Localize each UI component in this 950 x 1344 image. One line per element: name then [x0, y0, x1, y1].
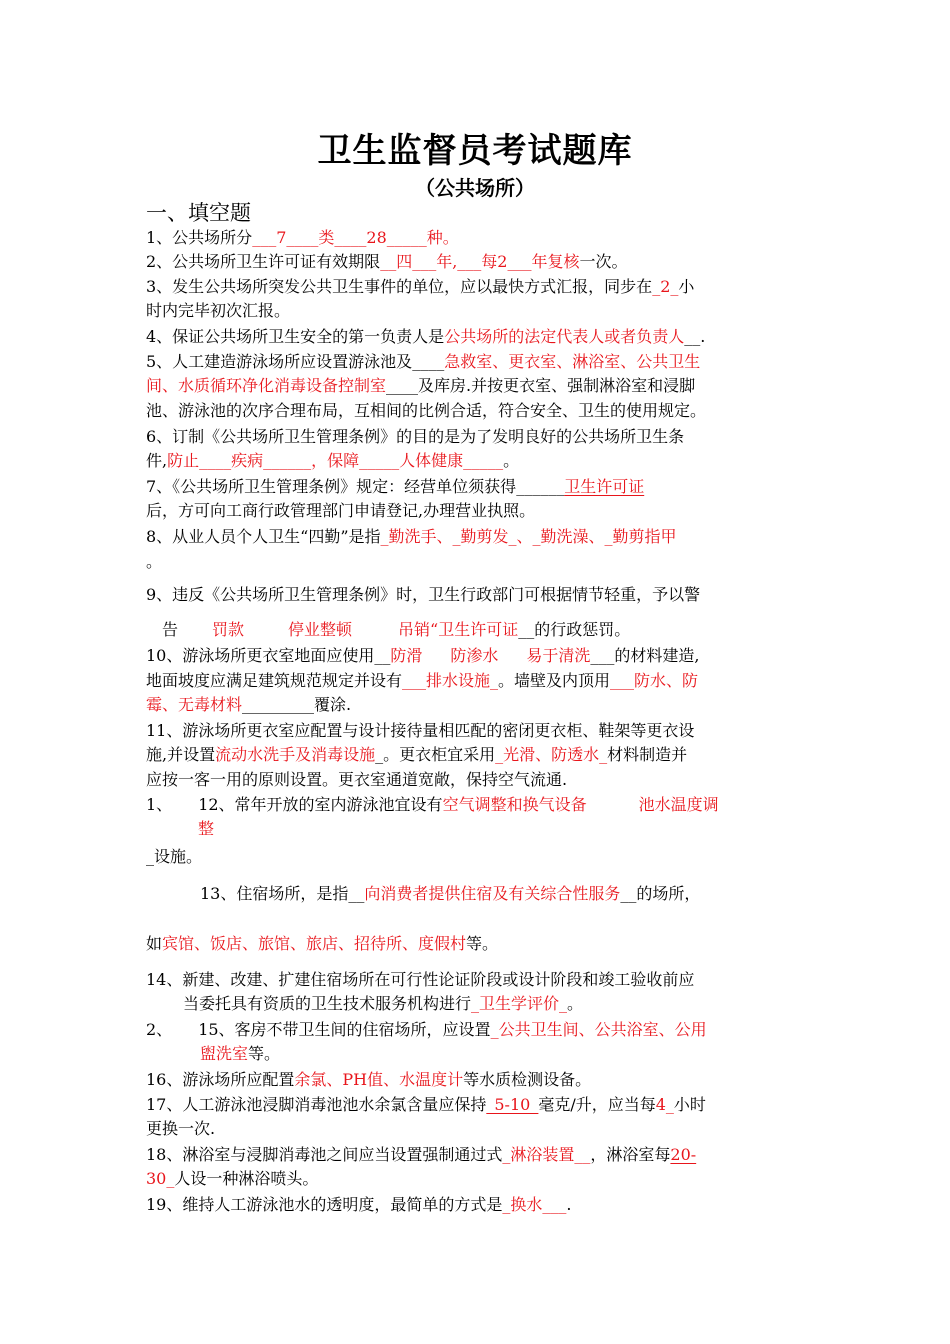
q13-text-d: 等。: [466, 934, 499, 953]
question-5-line-3: [146, 399, 706, 423]
q10-text-b: ___的材料建造,: [590, 646, 700, 665]
q14-text-c: 。: [567, 994, 584, 1013]
q11-answer-2: _光滑、防透水_: [495, 745, 608, 764]
q2-answer-2: ___每2___年复核: [457, 252, 580, 271]
question-16: [146, 1068, 591, 1092]
q17-text-c: 小时: [673, 1095, 706, 1114]
q9-text-c: __的行政惩罚。: [518, 620, 631, 639]
question-8-end: [146, 550, 162, 574]
q1-text-c: 种。: [426, 228, 459, 247]
q3-text-c: 时内完毕初次汇报。: [146, 301, 291, 320]
q9-answer-2: 停业整顿: [288, 620, 353, 639]
q19-text-b: .: [566, 1195, 572, 1214]
q11-text-e: 应按一客一用的原则设置。更衣室通道宽敞，保持空气流通.: [146, 770, 568, 789]
question-7-line-1: [146, 475, 644, 499]
question-5-line-2: [146, 374, 695, 398]
q10-answer-4: ___排水设施_: [402, 671, 499, 690]
q15-text-a: 15、客房不带卫生间的住宿场所，应设置: [198, 1020, 491, 1039]
q13-blank-1: __: [348, 884, 365, 903]
q16-text-a: 16、游泳场所应配置: [146, 1070, 295, 1089]
q4-text-b: __.: [684, 327, 706, 346]
q9-answer-3: 吊销“卫生许可证: [398, 620, 519, 639]
q3-answer: _2_: [652, 277, 679, 296]
question-18-line-1: [146, 1143, 696, 1167]
q2-text-b: 一次。: [579, 252, 628, 271]
question-1: [146, 226, 459, 250]
q11-text-c: _。更衣柜宜采用: [375, 745, 496, 764]
q19-text-a: 19、维持人工游泳池水的透明度，最简单的方式是: [146, 1195, 503, 1214]
q15-answer-1: _公共卫生间、公共浴室、公用: [490, 1020, 707, 1039]
page-title: 卫生监督员考试题库: [317, 131, 633, 171]
q2-answer-1: __四___年,: [380, 252, 458, 271]
q5-answer-2: 间、水质循环净化消毒设备控制室: [146, 376, 387, 395]
question-9-line-1: [146, 583, 700, 607]
q12-list-marker: 1、: [146, 795, 173, 814]
q1-answer-2: ____28_____: [334, 228, 427, 247]
q1-answer-1: ___7____: [252, 228, 319, 247]
question-11-line-3: [146, 768, 567, 792]
question-2: [146, 250, 627, 274]
q8-text-b: 。: [146, 552, 163, 571]
q6-text-e: 。: [503, 451, 520, 470]
q14-text-b: 当委托具有资质的卫生技术服务机构进行: [183, 994, 472, 1013]
q10-blank: __: [374, 646, 391, 665]
q9-text-b: 告: [162, 620, 179, 639]
q16-answer: 余氯、PH值、水温度计: [294, 1070, 464, 1089]
question-11-line-2: [146, 743, 687, 767]
q3-text-a: 3、发生公共场所突发公共卫生事件的单位，应以最快方式汇报，同步在: [146, 277, 653, 296]
q13-text-b: __的场所，: [620, 884, 701, 903]
q1-text-b: 类: [318, 228, 335, 247]
question-13-line-2: [146, 932, 498, 956]
q6-text-c: 防止: [167, 451, 200, 470]
q18-answer-3: 30_: [146, 1169, 175, 1188]
q18-answer-2: 20-: [670, 1145, 697, 1164]
q5-blank: ____: [412, 352, 445, 371]
q11-answer-1: 流动水洗手及消毒设施: [215, 745, 376, 764]
question-18-line-2: [146, 1167, 318, 1191]
q12-answer-1: 空气调整和换气设备: [442, 795, 587, 814]
question-5-line-1: [146, 350, 700, 374]
q19-answer: _换水___: [502, 1195, 567, 1214]
q12-answer-2: 池水温度调: [638, 795, 719, 814]
q9-answer-1: 罚款: [212, 620, 245, 639]
q13-answer: 向消费者提供住宿及有关综合性服务: [364, 884, 621, 903]
q8-text-a: 8、从业人员个人卫生“四勤”是指: [146, 527, 381, 546]
q15-list-marker: 2、: [146, 1020, 173, 1039]
q15-answer-2: 盥洗室: [200, 1044, 249, 1063]
question-12-line-2: [198, 817, 214, 841]
q9-text-a: 9、违反《公共场所卫生管理条例》时，卫生行政部门可根据情节轻重，予以警: [146, 585, 701, 604]
question-7-line-2: [146, 499, 535, 523]
question-10-line-2: [146, 669, 698, 693]
q6-text-b: 件,: [146, 451, 168, 470]
q10-text-c: 地面坡度应满足建筑规范规定并设有: [146, 671, 403, 690]
q7-text-a: 7、《公共场所卫生管理条例》规定：经营单位须获得: [146, 477, 517, 496]
section-heading: 一、填空题: [146, 201, 251, 225]
q1-text-a: 1、公共场所分: [146, 228, 253, 247]
question-12-line-3: [146, 845, 202, 869]
q10-answer-2: 防渗水: [450, 646, 499, 665]
q5-text-c: 池、游泳池的次序合理布局，互相间的比例合适，符合安全、卫生的使用规定。: [146, 401, 707, 420]
q17-answer-1: _5-10_: [486, 1095, 539, 1114]
q16-text-b: 等水质检测设备。: [463, 1070, 592, 1089]
q2-text-a: 2、公共场所卫生许可证有效期限: [146, 252, 381, 271]
q10-text-d: 。墙壁及内顶用: [498, 671, 611, 690]
q4-answer: 公共场所的法定代表人或者负责人: [444, 327, 685, 346]
q17-text-d: 更换一次.: [146, 1119, 216, 1138]
q10-answer-1: 防滑: [390, 646, 423, 665]
q15-text-b: 等。: [248, 1044, 281, 1063]
question-13-line-1: [200, 882, 700, 906]
q11-text-b: 施,并设置: [146, 745, 216, 764]
question-12-line-1: [146, 793, 719, 817]
question-17-line-2: [146, 1117, 215, 1141]
question-15-line-2: [200, 1042, 280, 1066]
page-subtitle: （公共场所）: [415, 176, 535, 200]
q11-text-d: 材料制造并: [607, 745, 688, 764]
q18-text-b: ，淋浴室每: [590, 1145, 671, 1164]
question-11-line-1: [146, 719, 694, 743]
q4-text-a: 4、保证公共场所卫生安全的第一负责人是: [146, 327, 445, 346]
q17-answer-2: 4_: [655, 1095, 674, 1114]
q12-text-a: 12、常年开放的室内游泳池宜设有: [198, 795, 443, 814]
q6-answer-1: ____疾病______: [199, 451, 312, 470]
q14-answer: _卫生学评价_: [471, 994, 568, 1013]
q10-answer-6: 霉、无毒材料: [146, 695, 243, 714]
q12-answer-3: 整: [198, 819, 215, 838]
question-4: [146, 325, 705, 349]
q12-text-b: _设施。: [146, 847, 203, 866]
q17-text-b: 毫克/升，应当每: [538, 1095, 656, 1114]
question-19: [146, 1193, 571, 1217]
question-14-line-1: [146, 968, 694, 992]
q18-text-c: 人设一种淋浴喷头。: [174, 1169, 319, 1188]
question-15-line-1: [146, 1018, 707, 1042]
question-14-line-2: [183, 992, 583, 1016]
question-8: [146, 525, 677, 549]
q5-text-a: 5、人工建造游泳场所应设置游泳池及: [146, 352, 413, 371]
q5-text-b: ____及库房.并按更衣室、强制淋浴室和浸脚: [386, 376, 696, 395]
q13-text-c: 如: [146, 934, 163, 953]
question-6-line-2: [146, 449, 519, 473]
question-3-line-1: [146, 275, 694, 299]
q10-answer-5: ___防水、防: [610, 671, 699, 690]
q11-text-a: 11、游泳场所更衣室应配置与设计接待量相匹配的密闭更衣柜、鞋架等更衣设: [146, 721, 695, 740]
q10-blank-2: _________: [242, 695, 315, 714]
q8-answer: _勤洗手、_勤剪发_、_勤洗澡、_勤剪指甲: [380, 527, 677, 546]
q7-answer: 卫生许可证: [564, 477, 645, 496]
q18-text-a: 18、淋浴室与浸脚消毒池之间应当设置强制通过式: [146, 1145, 503, 1164]
q6-answer-2: _____人体健康_____: [359, 451, 504, 470]
q13-answer-2: 宾馆、饭店、旅馆、旅店、招待所、度假村: [162, 934, 467, 953]
q14-text-a: 14、新建、改建、扩建住宿场所在可行性论证阶段或设计阶段和竣工验收前应: [146, 970, 695, 989]
q18-answer-1: _淋浴装置__: [502, 1145, 591, 1164]
question-10-line-1: [146, 644, 700, 668]
question-9-line-2: [162, 618, 630, 642]
q6-text-d: ，保障: [311, 451, 360, 470]
q3-text-b: 小: [678, 277, 695, 296]
q13-text-a: 13、住宿场所，是指: [200, 884, 349, 903]
q7-text-b: 后，方可向工商行政管理部门申请登记,办理营业执照。: [146, 501, 536, 520]
q10-text-e: 覆涂.: [314, 695, 352, 714]
question-10-line-3: [146, 693, 351, 717]
q7-blank: ______: [516, 477, 565, 496]
q10-answer-3: 易于清洗: [526, 646, 591, 665]
question-6-line-1: [146, 425, 684, 449]
q10-text-a: 10、游泳场所更衣室地面应使用: [146, 646, 375, 665]
q6-text-a: 6、订制《公共场所卫生管理条例》的目的是为了发明良好的公共场所卫生条: [146, 427, 685, 446]
q17-text-a: 17、人工游泳池浸脚消毒池池水余氯含量应保持: [146, 1095, 487, 1114]
question-3-line-2: [146, 299, 290, 323]
question-17-line-1: [146, 1093, 706, 1117]
q5-answer-1: 急救室、更衣室、淋浴室、公共卫生: [444, 352, 701, 371]
